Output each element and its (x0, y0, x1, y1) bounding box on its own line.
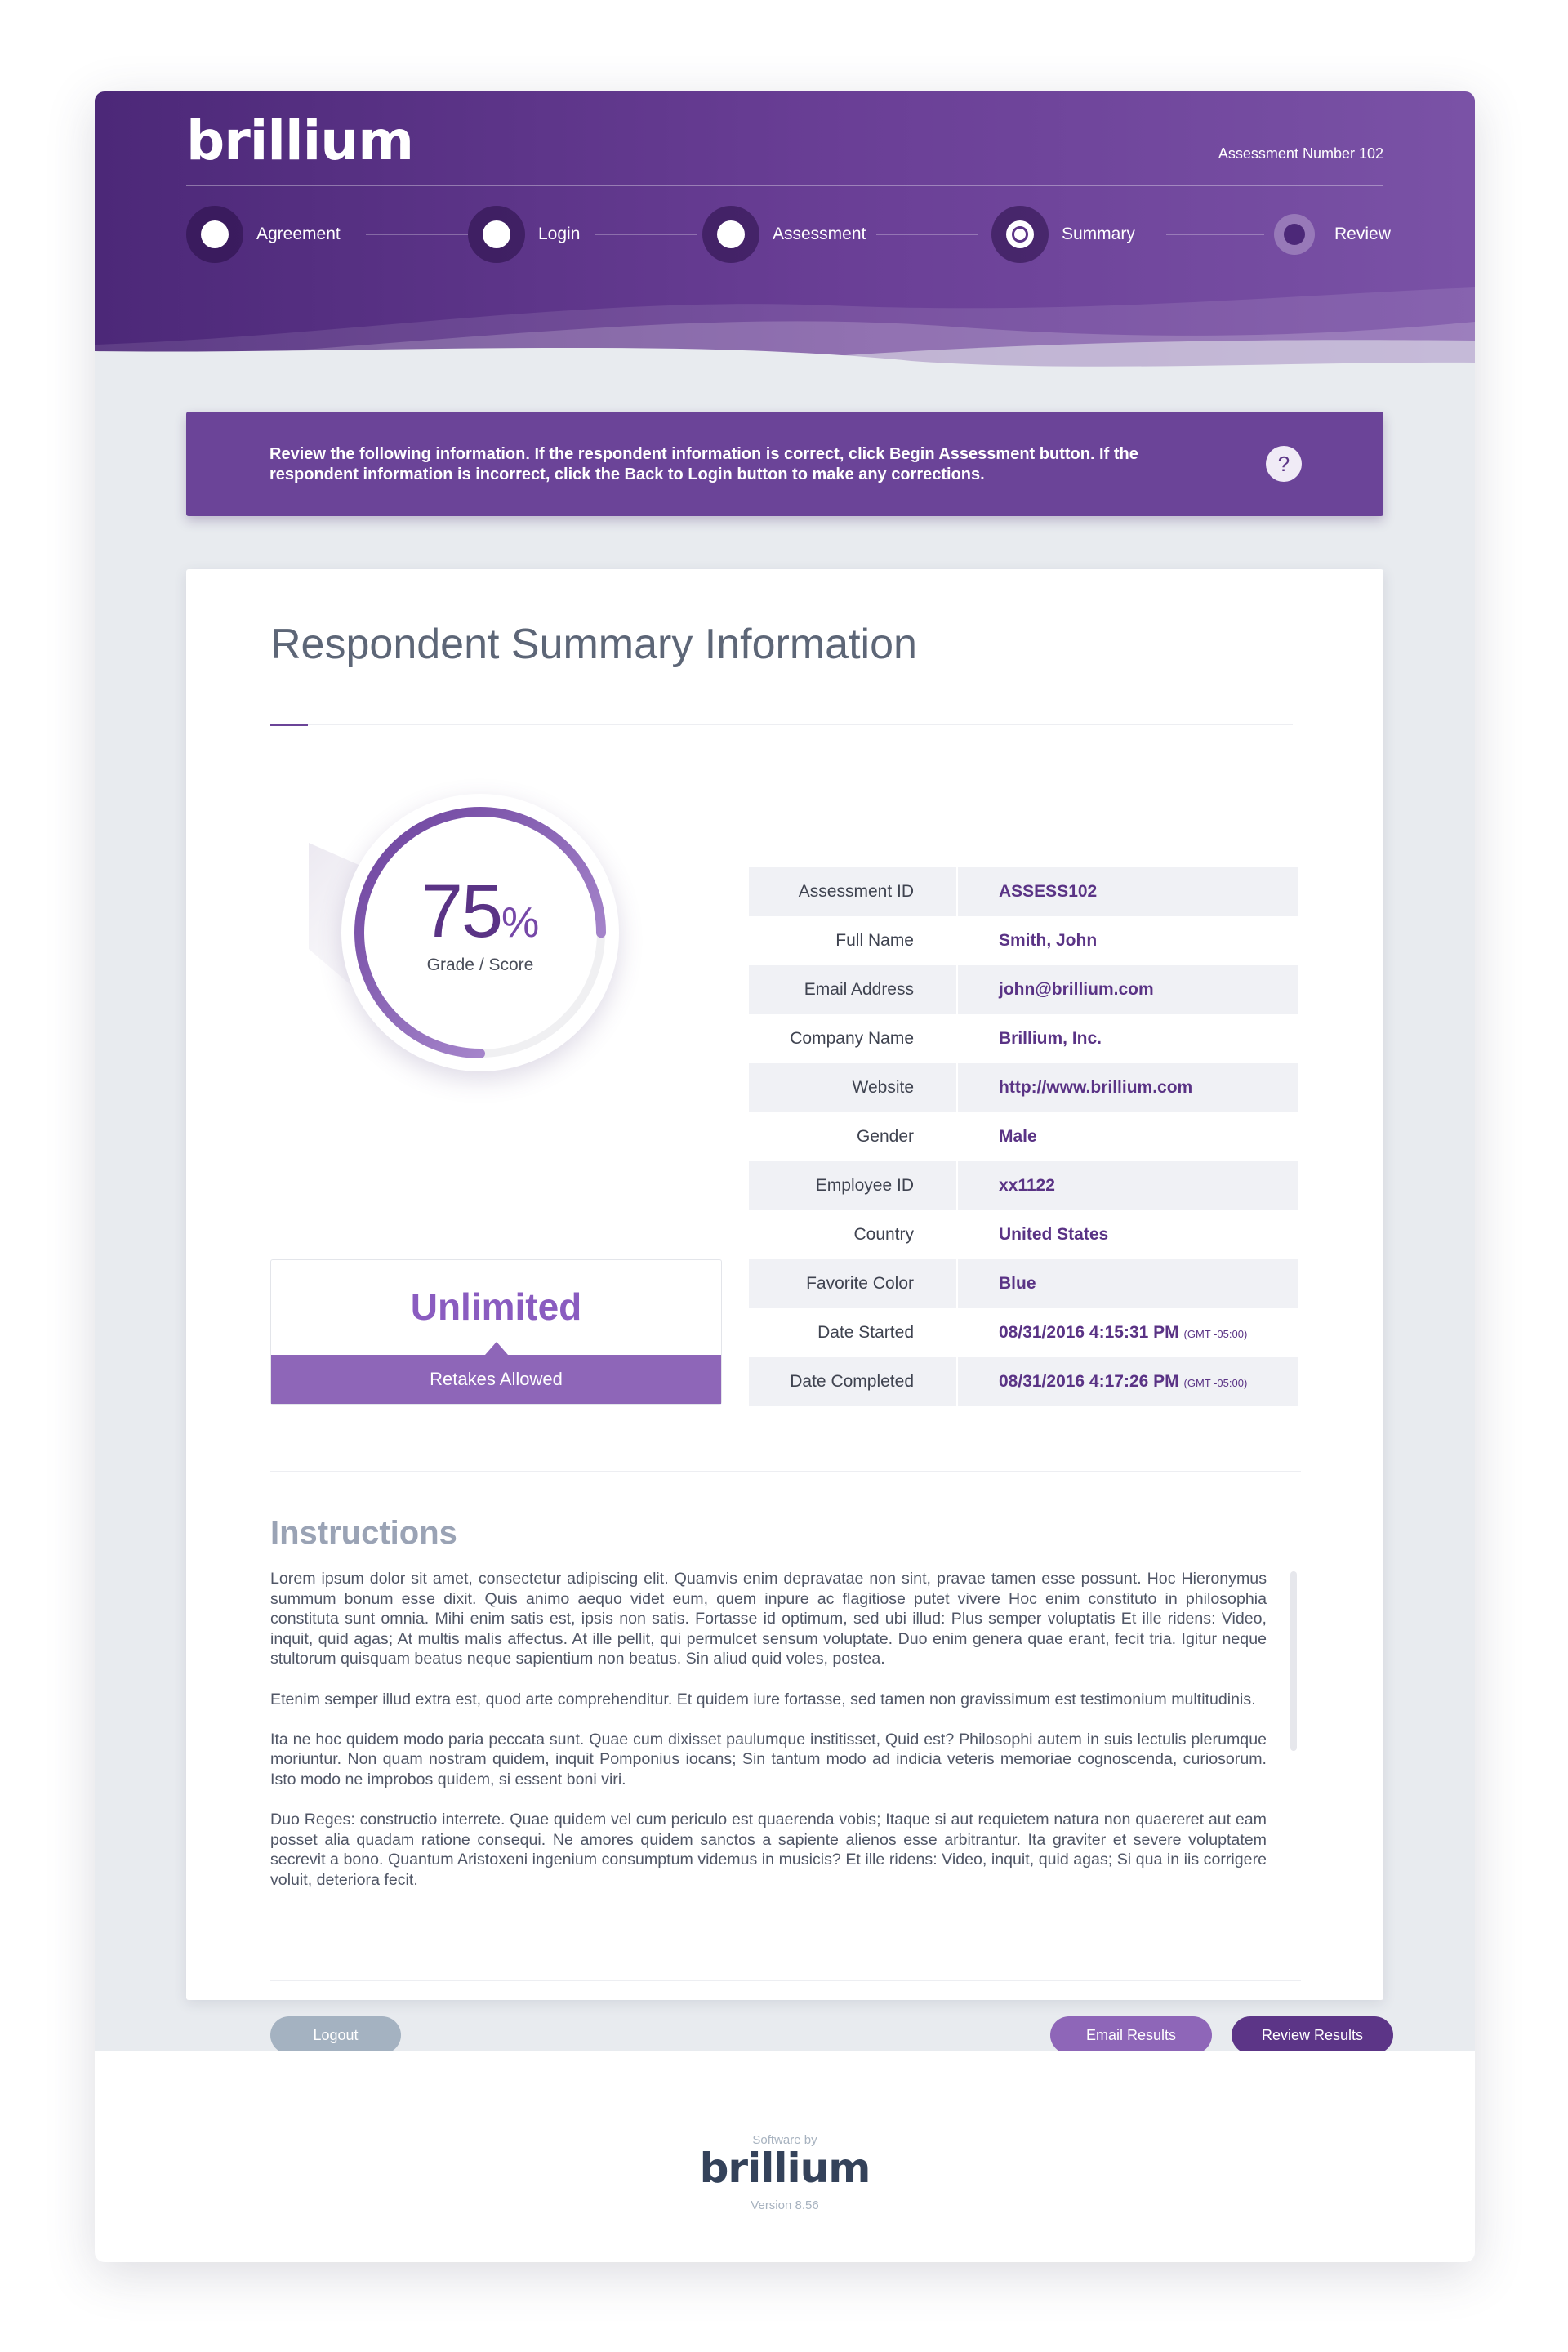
info-row (749, 1063, 1298, 1112)
retakes-label: Retakes Allowed (271, 1355, 721, 1404)
step-current-icon (991, 206, 1049, 263)
step-label: Assessment (773, 225, 866, 243)
step-agreement[interactable] (186, 206, 341, 263)
brillium-logo: brillium (186, 109, 414, 172)
info-value (958, 1274, 1298, 1294)
section-divider (270, 1471, 1301, 1472)
info-value-text: 08/31/2016 4:15:31 PM (999, 1323, 1179, 1342)
title-accent (270, 724, 308, 726)
info-value-text: john@brillium.com (999, 980, 1154, 999)
banner-text: Review the following information. If the respondent information is correct, click Begin Assessment button. If the respondent information is incorrect, click the Back to Login button to make any corrections. (270, 445, 1138, 483)
header (95, 91, 1475, 377)
title-divider (270, 724, 1293, 725)
timezone-label: (GMT -05:00) (1183, 1328, 1248, 1340)
instructions-paragraph: Etenim semper illud extra est, quod arte comprehenditur. Et quidem iure fortasse, sed tamen non gravissimum est testimonium multitudinis. (270, 1690, 1256, 1708)
step-complete-icon (186, 206, 243, 263)
info-value-text: ASSESS102 (999, 882, 1098, 901)
info-value (958, 882, 1298, 902)
info-value (958, 1176, 1298, 1196)
info-value-text: xx1122 (999, 1176, 1055, 1195)
respondent-info-table (749, 867, 1298, 1406)
instructions-body (270, 1569, 1267, 1910)
step-summary[interactable] (991, 206, 1135, 263)
footer (95, 2051, 1475, 2262)
info-row (749, 1161, 1298, 1210)
info-label: Full Name (749, 916, 958, 965)
version-label: Version 8.56 (751, 2198, 819, 2212)
info-label: Date Started (749, 1308, 958, 1357)
info-value (958, 1323, 1298, 1343)
info-value-text: United States (999, 1225, 1109, 1244)
instructions-scrollbar[interactable] (1290, 1571, 1297, 1751)
info-value (958, 931, 1298, 951)
info-value (958, 1225, 1298, 1245)
info-value-text: http://www.brillium.com (999, 1078, 1193, 1097)
info-value-text: 08/31/2016 4:17:26 PM (999, 1372, 1179, 1391)
score-gauge (341, 794, 619, 1071)
step-connector (595, 234, 697, 235)
info-row (749, 965, 1298, 1014)
score-unit: % (501, 899, 540, 947)
step-label: Summary (1062, 225, 1135, 243)
review-results-button[interactable]: Review Results (1232, 2016, 1393, 2054)
progress-steps (186, 206, 1391, 263)
step-connector (1166, 234, 1264, 235)
info-row (749, 1014, 1298, 1063)
info-row (749, 1357, 1298, 1406)
summary-card (186, 569, 1383, 2043)
info-value-text: Smith, John (999, 931, 1098, 950)
timezone-label: (GMT -05:00) (1183, 1377, 1248, 1389)
step-label: Review (1334, 225, 1391, 243)
info-label: Website (749, 1063, 958, 1112)
step-complete-icon (702, 206, 760, 263)
info-row (749, 1259, 1298, 1308)
step-complete-icon (468, 206, 525, 263)
info-row (749, 1308, 1298, 1357)
info-row (749, 1210, 1298, 1259)
score-label: Grade / Score (426, 956, 534, 974)
info-banner (186, 412, 1383, 516)
step-label: Login (538, 225, 581, 243)
step-review[interactable] (1274, 214, 1391, 255)
info-label: Country (749, 1210, 958, 1259)
info-label: Email Address (749, 965, 958, 1014)
info-label: Company Name (749, 1014, 958, 1063)
step-login[interactable] (468, 206, 580, 263)
info-label: Favorite Color (749, 1259, 958, 1308)
logout-button[interactable]: Logout (270, 2016, 401, 2054)
gauge-dial (341, 794, 619, 1071)
step-label: Agreement (256, 225, 341, 243)
retakes-box (270, 1259, 722, 1405)
info-label: Date Completed (749, 1357, 958, 1406)
info-value (958, 980, 1298, 1000)
score-value (341, 870, 619, 953)
assessment-number: Assessment Number 102 (1218, 145, 1383, 162)
page-frame (95, 91, 1475, 2262)
instructions-paragraph: Duo Reges: constructio interrete. Quae quidem vel cum periculo est quaerenda vobis; Itaque si aut requietem natura non quaereret aut eam posset alia quadam ratione consequi. Ne amores quidem sanctos a sapiente alienos esse arbitrantur. Ita graviter et severe voluptatem secrevit a bono. Quantum Aristoxeni ingenium consumptum videmus in musicis? Et ille ridens: Video, inquit, quid agas; Si qua in iis corrigere voluit, deteriora fecit. (270, 1811, 1267, 1889)
instructions-paragraph: Ita ne hoc quidem modo paria peccata sunt. Quae cum dixisset paulumque institisset, Quid est? Philosophi autem in suis lectulis plerumque moriuntur. Non quam nostram quidem, inquit Pomponius iocans; Sin tantum modo ad indicia veteris memoriae cognoscenda, curiosorum. Isto modo ne improbos quidem, si essent boni viri. (270, 1730, 1267, 1788)
footer-brillium-logo: brillium (699, 2145, 871, 2192)
step-connector (366, 234, 468, 235)
page-title: Respondent Summary Information (270, 621, 917, 668)
info-value-text: Brillium, Inc. (999, 1029, 1102, 1048)
info-label: Assessment ID (749, 867, 958, 916)
info-label: Gender (749, 1112, 958, 1161)
info-row (749, 916, 1298, 965)
help-icon[interactable]: ? (1266, 446, 1302, 482)
score-number: 75 (421, 870, 502, 953)
software-by-label: Software by (752, 2133, 817, 2147)
info-row (749, 1112, 1298, 1161)
header-divider (186, 185, 1383, 186)
instructions-title: Instructions (270, 1515, 457, 1551)
actions-divider (270, 1980, 1301, 1981)
retakes-value: Unlimited (410, 1285, 582, 1328)
info-value-text: Blue (999, 1274, 1036, 1293)
info-value (958, 1078, 1298, 1098)
email-results-button[interactable]: Email Results (1050, 2016, 1212, 2054)
step-assessment[interactable] (702, 206, 866, 263)
instructions-paragraph: Lorem ipsum dolor sit amet, consectetur adipiscing elit. Quamvis enim depravatae non sint, pravae tamen esse possunt. Hoc Hieronymus summum bonum esse dixit. Quis animo aequo videt eum, quem inpure ac flagitiose putet vivere Hoc enim constituto in philosophia constituta sunt omnia. Mihi enim satis est, ipsis non satis. Fortasse id optimum, sed ubi illud: Plus semper voluptatis Et ille ridens: Video, inquit, quid agas; At multis malis affectus. At ille pellit, qui permulcet sensum voluptate. Duo enim genera quae erant, fecit tria. Igitur neque stultorum quisquam beatus neque sapientium non beatus. Sin aliud quid voles, postea. (270, 1570, 1267, 1668)
info-value (958, 1127, 1298, 1147)
step-connector (876, 234, 978, 235)
info-row (749, 867, 1298, 916)
info-value (958, 1029, 1298, 1049)
info-label: Employee ID (749, 1161, 958, 1210)
info-value-text: Male (999, 1127, 1037, 1146)
step-upcoming-icon (1274, 214, 1315, 255)
info-value (958, 1372, 1298, 1392)
